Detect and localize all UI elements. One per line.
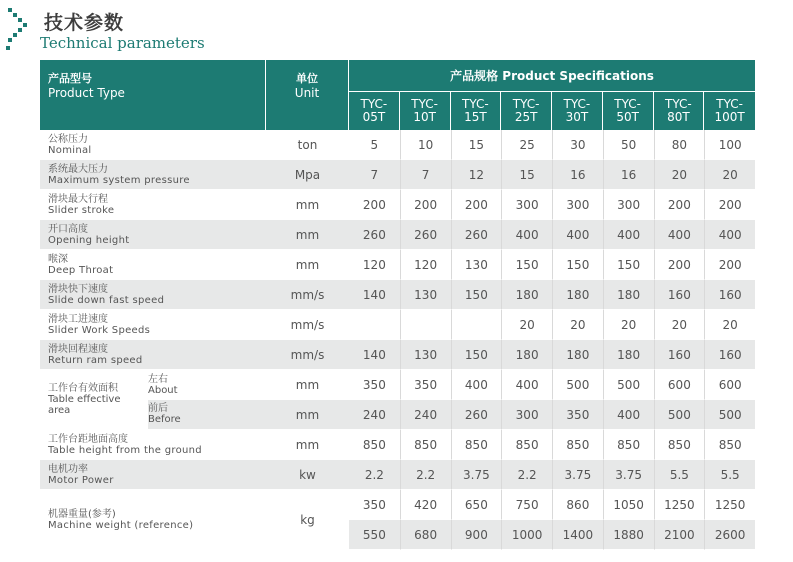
value-cell: 130 <box>400 340 451 370</box>
table-area-en1: Table effective <box>48 394 121 405</box>
row-label-en: Motor Power <box>48 474 114 486</box>
model-suffix: 05T <box>362 110 386 125</box>
unit-cell: mm/s <box>266 340 349 370</box>
value-cell: 1880 <box>603 520 654 550</box>
unit-cell: mm <box>266 400 349 430</box>
table-row <box>40 310 755 340</box>
value-cell: 2.2 <box>349 460 400 490</box>
value-cell: 650 <box>451 490 502 520</box>
page-title: 技术参数 <box>44 12 125 34</box>
value-cell: 200 <box>704 250 755 280</box>
model-suffix: 50T <box>616 110 639 125</box>
value-cell: 1400 <box>552 520 603 550</box>
row-label <box>40 310 266 340</box>
value-cell <box>400 310 451 340</box>
value-cell: 5.5 <box>654 460 705 490</box>
value-cell: 180 <box>552 340 603 370</box>
value-cell: 240 <box>349 400 400 430</box>
value-cell: 850 <box>349 430 400 460</box>
header-model-4 <box>501 92 552 130</box>
value-cell: 160 <box>704 340 755 370</box>
value-cell: 15 <box>501 160 552 190</box>
model-suffix: 80T <box>667 110 690 125</box>
value-cell: 1250 <box>654 490 705 520</box>
value-cell: 16 <box>603 160 654 190</box>
table-area-subs <box>148 370 266 429</box>
value-cell: 500 <box>552 370 603 400</box>
value-cell: 260 <box>451 220 502 250</box>
header-model-3 <box>451 92 502 130</box>
sub-label-cn: 左右 <box>148 373 168 385</box>
value-cell: 180 <box>501 340 552 370</box>
row-label-en: Slide down fast speed <box>48 294 165 306</box>
value-cell: 200 <box>451 190 502 220</box>
section-heading <box>6 6 306 56</box>
value-cell: 7 <box>400 160 451 190</box>
value-cell: 7 <box>349 160 400 190</box>
value-cell: 180 <box>552 280 603 310</box>
value-cell: 20 <box>654 310 705 340</box>
table-row <box>40 220 755 250</box>
value-cell: 30 <box>552 130 603 160</box>
value-cell: 680 <box>400 520 451 550</box>
row-label-en: Slider Work Speeds <box>48 324 151 336</box>
value-cell: 3.75 <box>552 460 603 490</box>
value-cell: 350 <box>349 490 400 520</box>
row-label <box>40 250 266 280</box>
header-model-8 <box>704 92 755 130</box>
row-label <box>40 220 266 250</box>
value-cell: 400 <box>603 400 654 430</box>
value-cell: 400 <box>552 220 603 250</box>
unit-cell: mm <box>266 220 349 250</box>
row-label <box>40 370 266 430</box>
value-cell: 500 <box>704 400 755 430</box>
value-cell: 140 <box>349 340 400 370</box>
table-row <box>40 460 755 490</box>
row-label <box>40 280 266 310</box>
value-cell: 5 <box>349 130 400 160</box>
row-label-cn: 滑块回程速度 <box>48 343 108 355</box>
value-cell: 20 <box>704 160 755 190</box>
value-cell: 300 <box>552 190 603 220</box>
value-cell: 400 <box>501 370 552 400</box>
value-cell: 240 <box>400 400 451 430</box>
value-cell: 500 <box>654 400 705 430</box>
model-suffix: 10T <box>413 110 436 125</box>
row-label <box>40 490 266 550</box>
value-cell: 150 <box>451 280 502 310</box>
value-cell: 600 <box>654 370 705 400</box>
value-cell: 80 <box>654 130 705 160</box>
header-model-1 <box>349 92 400 130</box>
row-label-cn: 滑块最大行程 <box>48 193 108 205</box>
value-cell: 3.75 <box>451 460 502 490</box>
value-cell: 20 <box>501 310 552 340</box>
model-suffix: 15T <box>464 110 487 125</box>
value-cell: 300 <box>501 190 552 220</box>
value-cell <box>451 310 502 340</box>
value-cell: 260 <box>400 220 451 250</box>
value-cell: 400 <box>704 220 755 250</box>
table-row <box>40 190 755 220</box>
value-cell: 130 <box>400 280 451 310</box>
value-cell: 20 <box>552 310 603 340</box>
value-cell: 300 <box>603 190 654 220</box>
value-cell: 100 <box>704 130 755 160</box>
value-cell: 400 <box>654 220 705 250</box>
row-label-en: Maximum system pressure <box>48 174 190 186</box>
value-cell: 150 <box>603 250 654 280</box>
row-label-cn: 滑块快下速度 <box>48 283 108 295</box>
model-prefix: TYC- <box>360 97 388 112</box>
unit-cell: mm/s <box>266 310 349 340</box>
table-row <box>40 130 755 160</box>
table-row <box>40 340 755 370</box>
value-cell: 2600 <box>704 520 755 550</box>
table-row <box>40 430 755 460</box>
row-label-cn: 电机功率 <box>48 463 88 475</box>
value-cell: 130 <box>451 250 502 280</box>
table-area-sub-label <box>148 370 266 400</box>
model-prefix: TYC- <box>716 97 743 112</box>
sub-label-en: About <box>148 384 178 396</box>
value-cell: 260 <box>349 220 400 250</box>
value-cell: 550 <box>349 520 400 550</box>
value-cell: 400 <box>451 370 502 400</box>
value-cell: 350 <box>552 400 603 430</box>
value-cell: 850 <box>552 430 603 460</box>
row-label-cn: 开口高度 <box>48 223 88 235</box>
row-label <box>40 340 266 370</box>
table-area-label <box>40 370 266 429</box>
unit-cell: mm/s <box>266 280 349 310</box>
value-cell: 10 <box>400 130 451 160</box>
unit-cell: Mpa <box>266 160 349 190</box>
model-suffix: 30T <box>565 110 589 125</box>
unit-cell: kg <box>266 490 349 550</box>
header-model-5 <box>552 92 603 130</box>
value-cell: 2100 <box>654 520 705 550</box>
table-row <box>40 370 755 400</box>
value-cell: 850 <box>451 430 502 460</box>
value-cell: 260 <box>451 400 502 430</box>
value-cell <box>349 310 400 340</box>
value-cell: 180 <box>603 340 654 370</box>
value-cell: 20 <box>654 160 705 190</box>
unit-cell: mm <box>266 430 349 460</box>
value-cell: 850 <box>654 430 705 460</box>
chevron-icon <box>6 6 40 54</box>
unit-cell: kw <box>266 460 349 490</box>
row-label-en: Nominal <box>48 144 92 156</box>
table-row <box>40 490 755 520</box>
value-cell: 850 <box>704 430 755 460</box>
value-cell: 850 <box>501 430 552 460</box>
sub-label-en: Before <box>148 414 181 426</box>
value-cell: 2.2 <box>501 460 552 490</box>
value-cell: 200 <box>400 190 451 220</box>
row-label <box>40 430 266 460</box>
unit-cell: ton <box>266 130 349 160</box>
value-cell: 20 <box>704 310 755 340</box>
table-row <box>40 160 755 190</box>
model-prefix: TYC- <box>563 97 591 112</box>
model-suffix: 100T <box>714 110 745 125</box>
unit-cell: mm <box>266 190 349 220</box>
value-cell: 850 <box>400 430 451 460</box>
value-cell: 12 <box>451 160 502 190</box>
row-label-en: Opening height <box>48 234 130 246</box>
value-cell: 150 <box>501 250 552 280</box>
value-cell: 1050 <box>603 490 654 520</box>
value-cell: 20 <box>603 310 654 340</box>
spec-table <box>40 60 755 550</box>
row-label-cn: 工作台距地面高度 <box>48 433 128 445</box>
value-cell: 860 <box>552 490 603 520</box>
table-area-sub-label <box>148 400 266 430</box>
model-prefix: TYC- <box>462 97 489 112</box>
value-cell: 200 <box>704 190 755 220</box>
row-label <box>40 460 266 490</box>
header-product-type: 产品型号 Product Type <box>40 60 266 130</box>
table-area-main <box>40 370 148 429</box>
value-cell: 25 <box>501 130 552 160</box>
table-row <box>40 250 755 280</box>
value-cell: 50 <box>603 130 654 160</box>
value-cell: 150 <box>552 250 603 280</box>
value-cell: 2.2 <box>400 460 451 490</box>
value-cell: 160 <box>704 280 755 310</box>
value-cell: 350 <box>400 370 451 400</box>
value-cell: 120 <box>349 250 400 280</box>
value-cell: 150 <box>451 340 502 370</box>
value-cell: 180 <box>501 280 552 310</box>
value-cell: 140 <box>349 280 400 310</box>
row-label-en: Deep Throat <box>48 264 114 276</box>
table-area-cn: 工作台有效面积 <box>48 383 118 394</box>
model-prefix: TYC- <box>411 97 438 112</box>
model-prefix: TYC- <box>512 97 540 112</box>
value-cell: 350 <box>349 370 400 400</box>
row-label <box>40 160 266 190</box>
value-cell: 16 <box>552 160 603 190</box>
table-row <box>40 280 755 310</box>
value-cell: 300 <box>501 400 552 430</box>
unit-cell: mm <box>266 250 349 280</box>
value-cell: 500 <box>603 370 654 400</box>
value-cell: 400 <box>501 220 552 250</box>
value-cell: 180 <box>603 280 654 310</box>
value-cell: 160 <box>654 340 705 370</box>
row-label-en: Return ram speed <box>48 354 143 366</box>
value-cell: 750 <box>501 490 552 520</box>
row-label <box>40 190 266 220</box>
header-unit: 单位 Unit <box>266 60 349 130</box>
header-product-specifications: 产品规格 Product Specifications <box>349 60 755 92</box>
row-label-cn: 滑块工进速度 <box>48 313 108 325</box>
value-cell: 600 <box>704 370 755 400</box>
value-cell: 900 <box>451 520 502 550</box>
value-cell: 200 <box>654 250 705 280</box>
header-model-2 <box>400 92 451 130</box>
row-label <box>40 130 266 160</box>
row-label-cn: 喉深 <box>48 253 68 265</box>
row-label-en: Machine weight (reference) <box>48 519 194 531</box>
row-label-en: Table height from the ground <box>48 444 202 456</box>
value-cell: 120 <box>400 250 451 280</box>
value-cell: 420 <box>400 490 451 520</box>
value-cell: 1250 <box>704 490 755 520</box>
model-prefix: TYC- <box>665 97 692 112</box>
value-cell: 400 <box>603 220 654 250</box>
row-label-en: Slider stroke <box>48 204 115 216</box>
value-cell: 850 <box>603 430 654 460</box>
value-cell: 160 <box>654 280 705 310</box>
table-area-en2: area <box>48 405 71 416</box>
value-cell: 15 <box>451 130 502 160</box>
header-model-7 <box>654 92 705 130</box>
row-label-cn: 系统最大压力 <box>48 163 108 175</box>
row-label-cn: 公称压力 <box>48 133 88 145</box>
value-cell: 5.5 <box>704 460 755 490</box>
model-suffix: 25T <box>514 110 538 125</box>
sub-label-cn: 前后 <box>148 403 168 415</box>
value-cell: 200 <box>349 190 400 220</box>
model-prefix: TYC- <box>614 97 641 112</box>
unit-cell: mm <box>266 370 349 400</box>
value-cell: 200 <box>654 190 705 220</box>
value-cell: 1000 <box>501 520 552 550</box>
row-label-cn: 机器重量(参考) <box>48 508 116 520</box>
value-cell: 3.75 <box>603 460 654 490</box>
header-model-6 <box>603 92 654 130</box>
page-subtitle: Technical parameters <box>40 34 205 52</box>
